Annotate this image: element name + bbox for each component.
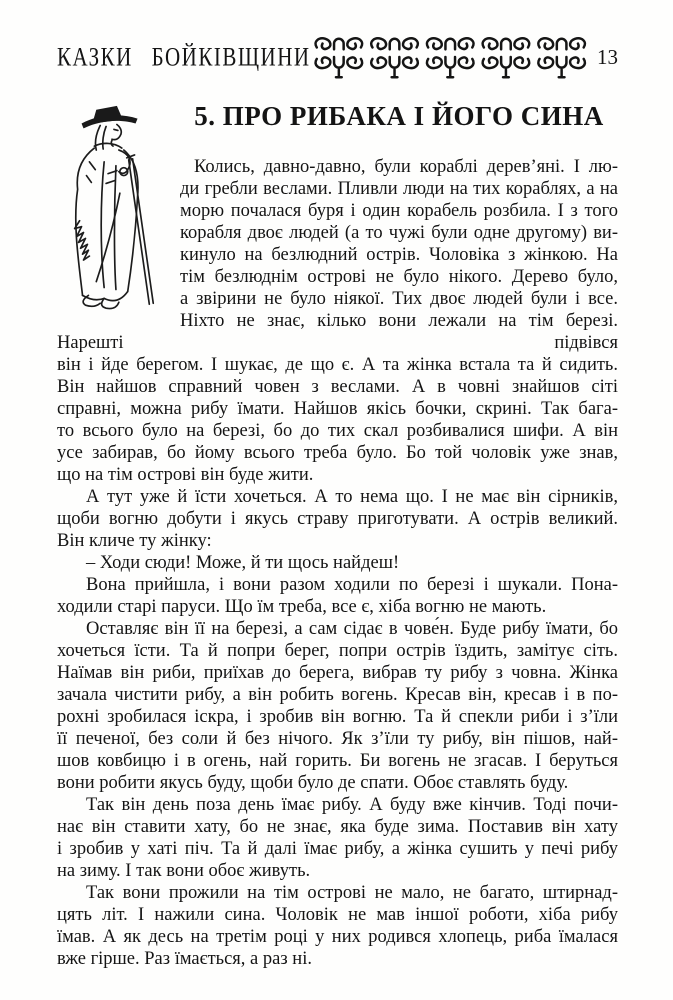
- text-line: Колись, давно-давно, були кораблі дерев’яні. І лю-: [194, 157, 618, 177]
- text-line: Він кличе ту жінку:: [57, 531, 212, 551]
- text-line: А тут уже й їсти хочеться. А то нема що. І не має він сірників,: [86, 487, 618, 507]
- text-line: морю почалася буря і один корабель розбила. І з того: [180, 201, 618, 221]
- text-line: Так вони прожили на тім острові не мало, не багато, штирнад-: [86, 883, 618, 903]
- text-line: – Ходи сюди! Може, й ти щось найдеш!: [86, 553, 400, 573]
- text-line: Наїмав він риби, приїхав до берега, вибрав ту рибу з човна. Жінка: [57, 663, 618, 683]
- paragraph: [57, 552, 618, 574]
- text-line: на зиму. І так вони обоє живуть.: [57, 861, 311, 881]
- text-line: шов ковбицю і в огень, най горить. Би вогень не згасав. І беруться: [57, 751, 618, 771]
- text-line: він і йде берегом. І шукає, де що є. А та жінка встала та й сидить.: [57, 355, 618, 375]
- paragraph: [57, 794, 618, 882]
- running-head: КАЗКИ БОЙКІВЩИНИ: [57, 41, 311, 72]
- man-with-staff-illustration: [57, 101, 167, 313]
- paragraph: [57, 618, 618, 794]
- text-line: то всього було на березі, бо до тих скал розбивалися шифи. А він: [57, 421, 618, 441]
- paragraph: [57, 486, 618, 552]
- text-line: нає він ставити хату, бо не знає, яка буде зима. Поставив він хату: [57, 817, 618, 837]
- text-line: зачала чистити рибу, а він робить вогень. Кресав він, кресав і в по-: [57, 685, 618, 705]
- text-line: Вона прийшла, і вони разом ходили по березі і шукали. Пона-: [86, 575, 618, 595]
- text-line: Так він день поза день їмає рибу. А буду вже кінчив. Тоді почи-: [86, 795, 618, 815]
- text-line: хочеться їсти. Та й попри берег, попри острів їздить, замітує сіть.: [57, 641, 618, 661]
- text-line: усе забирав, бо йому всього треба було. Бо той чоловік уже знав,: [57, 443, 618, 463]
- text-line: їмав. А як десь на третім році у них родився хлопець, риба їмалася: [57, 927, 618, 947]
- paragraph: [57, 574, 618, 618]
- text-line: ди гребли веслами. Пливли люди на тих кораблях, а на: [180, 179, 618, 199]
- fleuron-ornament-icon: [311, 35, 589, 81]
- text-line: ходили старі паруси. Що їм треба, все є, хіба вогню не мають.: [57, 597, 547, 617]
- text-line: рохні зробилася іскра, і зробив він вогню. Та й спекли риби і з’їли: [57, 707, 618, 727]
- text-line: тім безлюднім острові не було нікого. Дерево було,: [180, 267, 618, 287]
- text-line: корабля двоє людей (а то чужі були одне другому) ви-: [180, 223, 618, 243]
- text-line: Ніхто не знає, кілько вони лежали на тім березі. Нарешті підвівся: [57, 311, 618, 353]
- story-title: 5. ПРО РИБАКА І ЙОГО СИНА: [194, 101, 604, 131]
- paragraph: [57, 882, 618, 970]
- text-line: що на тім острові він буде жити.: [57, 465, 314, 485]
- text-line: щоби вогню добути і якусь страву приготувати. А острів великий.: [57, 509, 618, 529]
- text-line: вони робити якусь буду, щоби було де спати. Обоє ставлять буду.: [57, 773, 569, 793]
- page-header: [57, 33, 618, 81]
- text-line: Оставляє він її на березі, а сам сідає в чове́н. Буде рибу їмати, бо: [86, 619, 618, 639]
- page-number: 13: [597, 44, 618, 69]
- text-line: кинуло на безлюдний острів. Чоловіка з жінкою. На: [180, 245, 618, 265]
- text-line: Він найшов справний човен з веслами. А в човні знайшов сіті: [57, 377, 618, 397]
- text-line: і зробив у хаті піч. Та й далі їмає рибу, а жінка сушить у печі рибу: [57, 839, 618, 859]
- page-content: [57, 99, 618, 970]
- text-line: вже гірше. Раз їмається, а раз ні.: [57, 949, 312, 969]
- text-line: а звірини не було ніякої. Тих двоє людей були і все.: [180, 289, 618, 309]
- text-line: цять літ. І нажили сина. Чоловік не мав іншої роботи, хіба рибу: [57, 905, 618, 925]
- text-line: її печеної, без соли й без нічого. Як з’їли ту рибу, він пішов, най-: [57, 729, 618, 749]
- text-line: справні, можна рибу їмати. Найшов якісь бочки, скрині. Так бага-: [57, 399, 618, 419]
